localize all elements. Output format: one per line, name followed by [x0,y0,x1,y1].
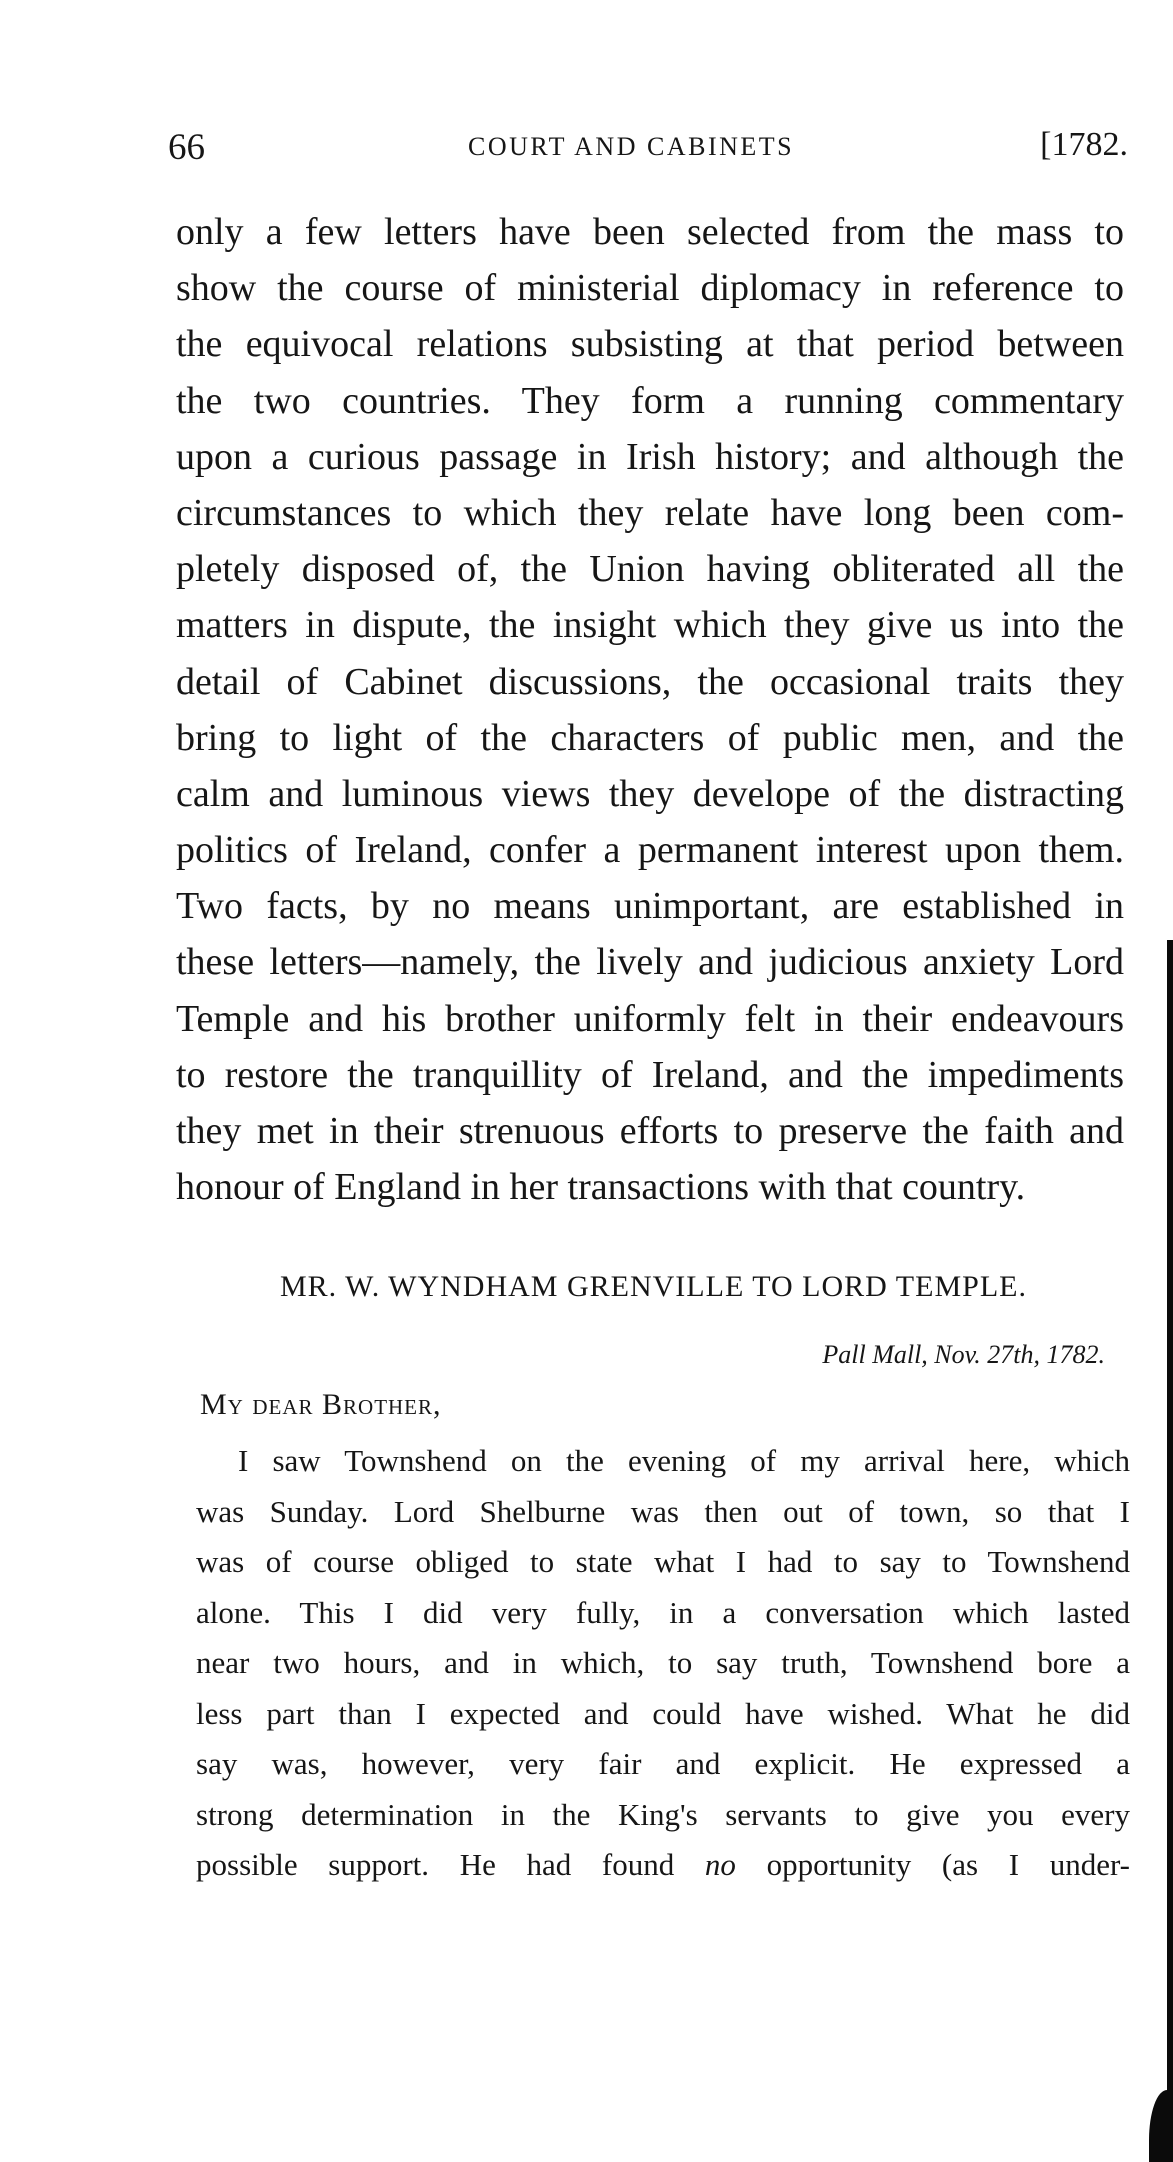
text-line: detail of Cabinet discussions, the occasional traits they [176,660,1124,703]
emphasis-word: no [704,1847,736,1882]
text-line: to restore the tranquillity of Ireland, and the impediments [176,1053,1124,1096]
text-line: matters in dispute, the insight which they give us into the [176,604,1124,647]
text-line: politics of Ireland, confer a permanent interest upon them. [176,829,1124,872]
letter-line: alone. This I did very fully, in a conversation which lasted [196,1594,1130,1630]
text-line: they met in their strenuous efforts to preserve the faith and [176,1110,1124,1152]
text-line: the equivocal relations subsisting at that period between [176,323,1124,366]
letter-heading: MR. W. WYNDHAM GRENVILLE TO LORD TEMPLE. [280,1270,1027,1303]
text-line: honour of England in her transactions with that country. [176,1166,1026,1209]
text-line: calm and luminous views they develope of the distracting [176,772,1124,815]
page-number: 66 [168,127,205,168]
text-line: upon a curious passage in Irish history; and although the [176,435,1124,478]
text-line: only a few letters have been selected from the mass to [176,211,1124,253]
text-line: the two countries. They form a running commentary [176,379,1124,422]
header-year: [1782. [1040,126,1128,163]
text-line: Two facts, by no means unimportant, are established in [176,885,1124,928]
page-edge-shadow [1167,940,1173,2162]
text-line: circumstances to which they relate have long been com- [176,491,1124,534]
text-line: bring to light of the characters of public men, and the [176,716,1124,759]
letter-line-last [196,1840,1130,1891]
running-header [168,126,1128,170]
letter-line: was of course obliged to state what I had to say to Townshend [196,1544,1130,1579]
line-before-emphasis: possible support. He had found [196,1847,705,1882]
letter-salutation: My dear Brother, [200,1388,442,1421]
letter-line: say was, however, very fair and explicit. He expressed a [196,1746,1130,1781]
text-line: show the course of ministerial diplomacy in reference to [176,267,1124,310]
letter-body [196,1436,1130,1891]
running-title: COURT AND CABINETS [468,132,795,161]
letter-line: was Sunday. Lord Shelburne was then out of town, so that I [196,1493,1130,1529]
line-after-emphasis: opportunity (as I under- [735,1847,1130,1882]
body-paragraph [176,204,1124,1215]
letter-line: strong determination in the King's servants to give you every [196,1796,1130,1832]
page-edge-blot [1149,2090,1173,2162]
text-line: pletely disposed of, the Union having obliterated all the [176,548,1124,591]
letter-dateline: Pall Mall, Nov. 27th, 1782. [822,1340,1105,1369]
letter-line: less part than I expected and could have wished. What he did [196,1695,1130,1731]
text-line: these letters—namely, the lively and judicious anxiety Lord [176,941,1124,984]
text-line: Temple and his brother uniformly felt in their endeavours [176,997,1124,1040]
letter-line: I saw Townshend on the evening of my arrival here, which [238,1443,1130,1478]
letter-line: near two hours, and in which, to say truth, Townshend bore a [196,1645,1130,1680]
